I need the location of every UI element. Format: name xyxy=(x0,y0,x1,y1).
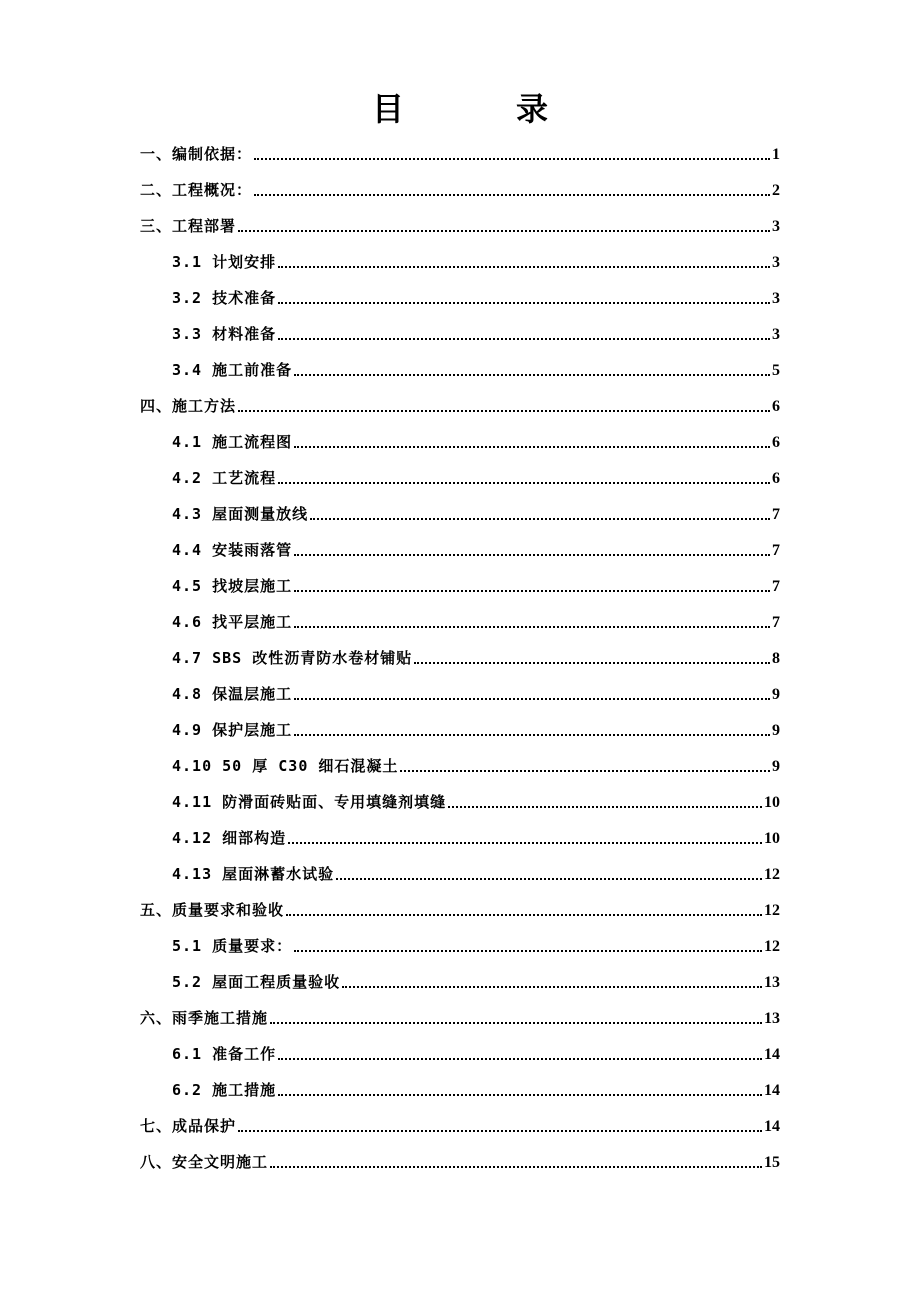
toc-entry[interactable] xyxy=(140,1100,780,1136)
toc-entry[interactable] xyxy=(140,344,780,380)
toc-entry[interactable] xyxy=(140,272,780,308)
toc-entry[interactable] xyxy=(140,956,780,992)
toc-entry-label: 七、成品保护 xyxy=(140,1117,237,1135)
toc-entry-label: 3.3 材料准备 xyxy=(172,325,277,343)
toc-entry-label: 3.2 技术准备 xyxy=(172,289,277,307)
toc-entry[interactable] xyxy=(140,596,780,632)
toc-entry[interactable] xyxy=(140,200,780,236)
toc-leader-dots xyxy=(294,950,762,952)
toc-entry-label: 5.2 屋面工程质量验收 xyxy=(172,973,341,991)
toc-entry-page-number: 7 xyxy=(772,542,780,559)
toc-entry[interactable] xyxy=(140,488,780,524)
toc-leader-dots xyxy=(238,1130,762,1132)
toc-entry-label: 3.1 计划安排 xyxy=(172,253,277,271)
toc-entry-page-number: 10 xyxy=(764,794,780,811)
toc-entry-page-number: 7 xyxy=(772,506,780,523)
toc-entry-label: 4.7 SBS 改性沥青防水卷材铺贴 xyxy=(172,649,413,667)
toc-entry-page-number: 14 xyxy=(764,1118,780,1135)
toc-entry[interactable] xyxy=(140,740,780,776)
toc-leader-dots xyxy=(278,1058,762,1060)
toc-entry-label: 4.9 保护层施工 xyxy=(172,721,293,739)
toc-entry-label: 4.11 防滑面砖贴面、专用填缝剂填缝 xyxy=(172,793,447,811)
toc-entry[interactable] xyxy=(140,1028,780,1064)
toc-entry-label: 3.4 施工前准备 xyxy=(172,361,293,379)
toc-entry-page-number: 6 xyxy=(772,470,780,487)
toc-entry-label: 4.13 屋面淋蓄水试验 xyxy=(172,865,335,883)
toc-entry-label: 4.10 50 厚 C30 细石混凝土 xyxy=(172,757,399,775)
toc-entry-label: 一、编制依据： xyxy=(140,145,253,163)
toc-entry-page-number: 6 xyxy=(772,434,780,451)
toc-leader-dots xyxy=(278,338,770,340)
toc-leader-dots xyxy=(294,734,770,736)
toc-leader-dots xyxy=(254,158,770,160)
toc-leader-dots xyxy=(278,302,770,304)
toc-entry-label: 三、工程部署 xyxy=(140,217,237,235)
toc-leader-dots xyxy=(238,230,770,232)
toc-leader-dots xyxy=(294,554,770,556)
table-of-contents xyxy=(140,128,780,1172)
toc-entry-page-number: 3 xyxy=(772,218,780,235)
toc-entry-label: 八、安全文明施工 xyxy=(140,1153,269,1171)
toc-entry[interactable] xyxy=(140,524,780,560)
toc-entry[interactable] xyxy=(140,632,780,668)
toc-leader-dots xyxy=(294,446,770,448)
toc-entry-label: 4.3 屋面测量放线 xyxy=(172,505,309,523)
toc-leader-dots xyxy=(238,410,770,412)
toc-entry-page-number: 13 xyxy=(764,974,780,991)
toc-entry[interactable] xyxy=(140,776,780,812)
toc-entry[interactable] xyxy=(140,920,780,956)
toc-entry-label: 4.12 细部构造 xyxy=(172,829,287,847)
toc-entry[interactable] xyxy=(140,884,780,920)
toc-entry-label: 6.2 施工措施 xyxy=(172,1081,277,1099)
toc-entry-page-number: 7 xyxy=(772,614,780,631)
toc-leader-dots xyxy=(310,518,770,520)
toc-leader-dots xyxy=(278,1094,762,1096)
toc-entry-page-number: 15 xyxy=(764,1154,780,1171)
toc-leader-dots xyxy=(342,986,762,988)
toc-leader-dots xyxy=(278,482,770,484)
toc-leader-dots xyxy=(288,842,762,844)
toc-entry-page-number: 9 xyxy=(772,722,780,739)
toc-leader-dots xyxy=(400,770,770,772)
toc-leader-dots xyxy=(294,590,770,592)
toc-entry-page-number: 3 xyxy=(772,290,780,307)
toc-entry-page-number: 3 xyxy=(772,326,780,343)
toc-entry-label: 4.6 找平层施工 xyxy=(172,613,293,631)
toc-leader-dots xyxy=(270,1166,762,1168)
toc-entry-page-number: 12 xyxy=(764,902,780,919)
toc-entry[interactable] xyxy=(140,128,780,164)
toc-leader-dots xyxy=(414,662,770,664)
toc-entry[interactable] xyxy=(140,668,780,704)
toc-entry[interactable] xyxy=(140,812,780,848)
toc-entry-label: 五、质量要求和验收 xyxy=(140,901,285,919)
toc-leader-dots xyxy=(270,1022,762,1024)
toc-entry[interactable] xyxy=(140,704,780,740)
toc-entry-page-number: 12 xyxy=(764,938,780,955)
toc-entry-page-number: 14 xyxy=(764,1046,780,1063)
toc-entry-page-number: 8 xyxy=(772,650,780,667)
toc-leader-dots xyxy=(294,698,770,700)
page-title: 目 录 xyxy=(371,90,588,128)
toc-entry[interactable] xyxy=(140,416,780,452)
toc-entry-label: 六、雨季施工措施 xyxy=(140,1009,269,1027)
toc-leader-dots xyxy=(448,806,762,808)
toc-entry-page-number: 9 xyxy=(772,686,780,703)
toc-entry-page-number: 10 xyxy=(764,830,780,847)
toc-entry-page-number: 3 xyxy=(772,254,780,271)
toc-entry-label: 4.2 工艺流程 xyxy=(172,469,277,487)
toc-entry[interactable] xyxy=(140,848,780,884)
toc-leader-dots xyxy=(278,266,770,268)
toc-entry-page-number: 5 xyxy=(772,362,780,379)
toc-entry-label: 二、工程概况： xyxy=(140,181,253,199)
toc-entry-page-number: 9 xyxy=(772,758,780,775)
toc-leader-dots xyxy=(254,194,770,196)
toc-leader-dots xyxy=(286,914,762,916)
toc-leader-dots xyxy=(294,374,770,376)
toc-entry-label: 4.8 保温层施工 xyxy=(172,685,293,703)
toc-entry[interactable] xyxy=(140,560,780,596)
toc-entry[interactable] xyxy=(140,236,780,272)
toc-leader-dots xyxy=(294,626,770,628)
toc-entry[interactable] xyxy=(140,164,780,200)
toc-entry-label: 四、施工方法 xyxy=(140,397,237,415)
toc-entry-page-number: 6 xyxy=(772,398,780,415)
toc-entry[interactable] xyxy=(140,452,780,488)
toc-entry-page-number: 2 xyxy=(772,182,780,199)
toc-entry-label: 5.1 质量要求： xyxy=(172,937,293,955)
toc-entry-label: 4.1 施工流程图 xyxy=(172,433,293,451)
toc-entry[interactable] xyxy=(140,1064,780,1100)
toc-entry-page-number: 7 xyxy=(772,578,780,595)
toc-entry-label: 4.4 安装雨落管 xyxy=(172,541,293,559)
toc-entry-page-number: 14 xyxy=(764,1082,780,1099)
toc-entry-label: 4.5 找坡层施工 xyxy=(172,577,293,595)
toc-entry[interactable] xyxy=(140,1136,780,1172)
toc-leader-dots xyxy=(336,878,762,880)
toc-entry[interactable] xyxy=(140,380,780,416)
toc-entry-page-number: 12 xyxy=(764,866,780,883)
toc-entry[interactable] xyxy=(140,992,780,1028)
toc-entry-page-number: 1 xyxy=(772,146,780,163)
toc-entry-page-number: 13 xyxy=(764,1010,780,1027)
toc-entry[interactable] xyxy=(140,308,780,344)
toc-entry-label: 6.1 准备工作 xyxy=(172,1045,277,1063)
